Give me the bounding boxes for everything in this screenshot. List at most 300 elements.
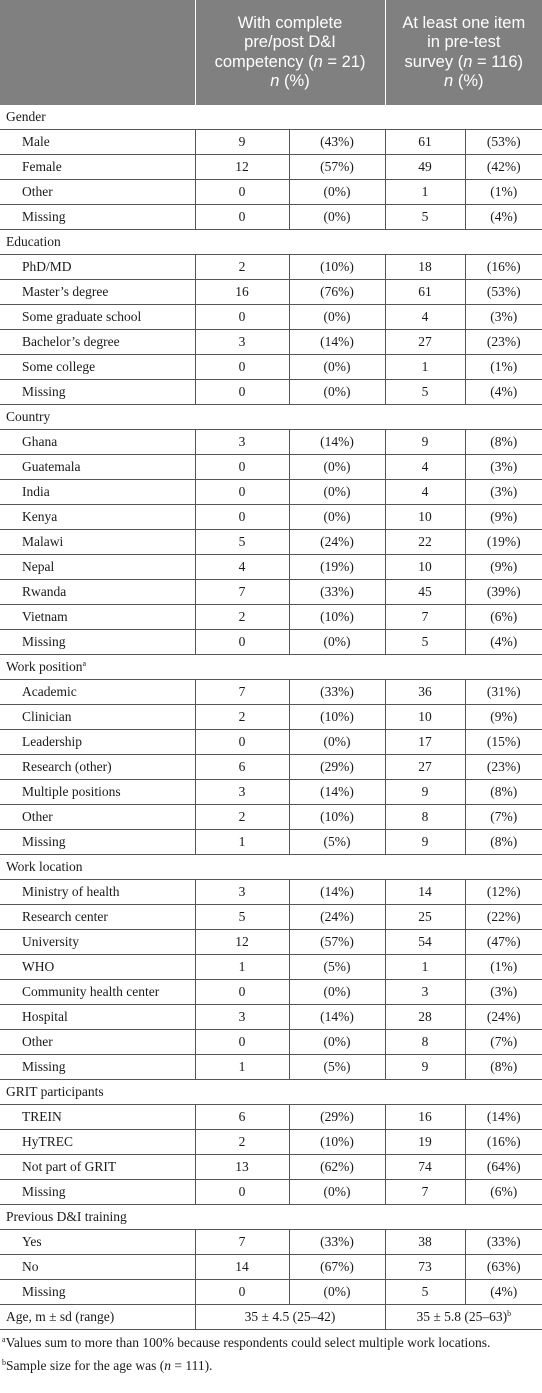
section-title-cell <box>0 1205 542 1230</box>
percent-pretest: (42%) <box>465 155 542 180</box>
count-pretest: 61 <box>385 130 465 155</box>
percent-pretest: (64%) <box>465 1155 542 1180</box>
percent-complete: (14%) <box>289 430 385 455</box>
table-row <box>0 955 542 980</box>
percent-pretest: (4%) <box>465 205 542 230</box>
count-complete: 7 <box>195 680 289 705</box>
row-label: Missing <box>0 1055 195 1080</box>
row-label: Missing <box>0 380 195 405</box>
section-title: Gender <box>6 109 46 124</box>
percent-complete: (14%) <box>289 780 385 805</box>
age-row <box>0 1305 542 1330</box>
section-title: Education <box>6 234 61 249</box>
table-row <box>0 380 542 405</box>
table-row <box>0 580 542 605</box>
header-col2-line3a: survey ( <box>404 52 464 71</box>
percent-complete: (33%) <box>289 680 385 705</box>
count-complete: 0 <box>195 505 289 530</box>
count-complete: 2 <box>195 255 289 280</box>
count-complete: 3 <box>195 780 289 805</box>
count-pretest: 5 <box>385 1280 465 1305</box>
section-header-row <box>0 105 542 130</box>
table-row <box>0 505 542 530</box>
percent-pretest: (33%) <box>465 1230 542 1255</box>
count-pretest: 9 <box>385 780 465 805</box>
table-row <box>0 680 542 705</box>
count-complete: 0 <box>195 305 289 330</box>
table-row <box>0 280 542 305</box>
row-label: Leadership <box>0 730 195 755</box>
header-row <box>0 0 542 105</box>
percent-complete: (0%) <box>289 1180 385 1205</box>
table-row <box>0 1255 542 1280</box>
count-complete: 0 <box>195 1280 289 1305</box>
section-title: Country <box>6 409 51 424</box>
count-pretest: 18 <box>385 255 465 280</box>
age-value-complete-text: 35 ± 4.5 (25–42) <box>244 1309 336 1324</box>
percent-complete: (10%) <box>289 255 385 280</box>
header-col1-line2: pre/post D&I <box>244 33 336 51</box>
table-row <box>0 905 542 930</box>
percent-pretest: (4%) <box>465 380 542 405</box>
table-row <box>0 1230 542 1255</box>
count-pretest: 3 <box>385 980 465 1005</box>
percent-complete: (0%) <box>289 480 385 505</box>
percent-pretest: (23%) <box>465 755 542 780</box>
percent-complete: (5%) <box>289 830 385 855</box>
count-pretest: 16 <box>385 1105 465 1130</box>
count-pretest: 10 <box>385 705 465 730</box>
percent-pretest: (23%) <box>465 330 542 355</box>
percent-complete: (10%) <box>289 605 385 630</box>
percent-pretest: (53%) <box>465 130 542 155</box>
count-pretest: 25 <box>385 905 465 930</box>
table-row <box>0 1055 542 1080</box>
section-header-row <box>0 230 542 255</box>
footnote-b-mark: b <box>2 1358 6 1367</box>
count-pretest: 9 <box>385 430 465 455</box>
footnote-b-text-n: n <box>164 1358 171 1373</box>
count-pretest: 49 <box>385 155 465 180</box>
header-blank-cell <box>0 0 195 105</box>
count-pretest: 5 <box>385 380 465 405</box>
percent-complete: (0%) <box>289 630 385 655</box>
table-row <box>0 355 542 380</box>
row-label: Hospital <box>0 1005 195 1030</box>
percent-pretest: (53%) <box>465 280 542 305</box>
count-pretest: 10 <box>385 555 465 580</box>
table-row <box>0 805 542 830</box>
count-pretest: 74 <box>385 1155 465 1180</box>
count-pretest: 27 <box>385 330 465 355</box>
row-label: Missing <box>0 1180 195 1205</box>
count-pretest: 19 <box>385 1130 465 1155</box>
table-row <box>0 755 542 780</box>
count-complete: 0 <box>195 1030 289 1055</box>
table-row <box>0 305 542 330</box>
age-value-pretest <box>385 1305 542 1330</box>
footnote-b-text-b: = 111). <box>170 1358 213 1373</box>
percent-pretest: (19%) <box>465 530 542 555</box>
age-value-complete <box>195 1305 385 1330</box>
row-label: Rwanda <box>0 580 195 605</box>
age-label: Age, m ± sd (range) <box>0 1305 195 1330</box>
row-label: No <box>0 1255 195 1280</box>
row-label: Other <box>0 1030 195 1055</box>
count-pretest: 61 <box>385 280 465 305</box>
header-col2-line3b: = 116) <box>472 52 523 71</box>
footnote-a <box>2 1334 540 1352</box>
section-title: Work position <box>6 659 83 674</box>
header-col2-line2: in pre-test <box>427 33 501 51</box>
section-header-row <box>0 655 542 680</box>
table-row <box>0 1130 542 1155</box>
count-complete: 0 <box>195 205 289 230</box>
section-title: GRIT participants <box>6 1084 104 1099</box>
percent-pretest: (63%) <box>465 1255 542 1280</box>
footnote-a-mark: a <box>2 1335 6 1344</box>
count-pretest: 27 <box>385 755 465 780</box>
count-pretest: 7 <box>385 605 465 630</box>
row-label: TREIN <box>0 1105 195 1130</box>
count-pretest: 7 <box>385 1180 465 1205</box>
count-pretest: 5 <box>385 205 465 230</box>
count-complete: 3 <box>195 1005 289 1030</box>
table-row <box>0 1105 542 1130</box>
percent-complete: (29%) <box>289 755 385 780</box>
percent-complete: (0%) <box>289 180 385 205</box>
percent-pretest: (7%) <box>465 805 542 830</box>
percent-complete: (57%) <box>289 930 385 955</box>
table-row <box>0 780 542 805</box>
table-row <box>0 530 542 555</box>
percent-pretest: (12%) <box>465 880 542 905</box>
count-pretest: 10 <box>385 505 465 530</box>
percent-pretest: (39%) <box>465 580 542 605</box>
row-label: India <box>0 480 195 505</box>
section-title-cell <box>0 105 542 130</box>
count-complete: 0 <box>195 380 289 405</box>
table-row <box>0 880 542 905</box>
percent-pretest: (1%) <box>465 180 542 205</box>
section-title-cell <box>0 230 542 255</box>
percent-pretest: (4%) <box>465 1280 542 1305</box>
count-complete: 5 <box>195 905 289 930</box>
table-row <box>0 205 542 230</box>
row-label: Ministry of health <box>0 880 195 905</box>
percent-pretest: (4%) <box>465 630 542 655</box>
count-complete: 1 <box>195 1055 289 1080</box>
count-complete: 1 <box>195 830 289 855</box>
count-complete: 3 <box>195 430 289 455</box>
count-pretest: 4 <box>385 480 465 505</box>
age-footnote-mark: b <box>507 1309 512 1318</box>
count-complete: 14 <box>195 1255 289 1280</box>
percent-complete: (0%) <box>289 380 385 405</box>
table-row <box>0 1180 542 1205</box>
percent-pretest: (1%) <box>465 355 542 380</box>
header-complete-competency <box>195 0 385 105</box>
footnote-b-text-a: Sample size for the age was ( <box>6 1358 165 1373</box>
header-col1-line4b: (%) <box>279 72 310 90</box>
count-pretest: 22 <box>385 530 465 555</box>
row-label: WHO <box>0 955 195 980</box>
count-pretest: 1 <box>385 180 465 205</box>
percent-pretest: (22%) <box>465 905 542 930</box>
count-complete: 3 <box>195 880 289 905</box>
percent-complete: (5%) <box>289 955 385 980</box>
percent-pretest: (7%) <box>465 1030 542 1055</box>
table-row <box>0 830 542 855</box>
row-label: Research center <box>0 905 195 930</box>
table-row <box>0 980 542 1005</box>
percent-complete: (14%) <box>289 1005 385 1030</box>
row-label: Vietnam <box>0 605 195 630</box>
header-col1-line3b: = 21) <box>322 52 366 71</box>
section-header-row <box>0 1080 542 1105</box>
table-row <box>0 255 542 280</box>
count-complete: 7 <box>195 1230 289 1255</box>
table-row <box>0 730 542 755</box>
table-header <box>0 0 542 105</box>
count-pretest: 8 <box>385 805 465 830</box>
percent-complete: (67%) <box>289 1255 385 1280</box>
count-complete: 3 <box>195 330 289 355</box>
percent-pretest: (8%) <box>465 830 542 855</box>
row-label: Research (other) <box>0 755 195 780</box>
header-col1-line3n: n <box>313 52 323 71</box>
percent-complete: (33%) <box>289 580 385 605</box>
count-pretest: 1 <box>385 955 465 980</box>
count-complete: 9 <box>195 130 289 155</box>
row-label: Not part of GRIT <box>0 1155 195 1180</box>
percent-pretest: (16%) <box>465 1130 542 1155</box>
section-title: Previous D&I training <box>6 1209 127 1224</box>
row-label: Bachelor’s degree <box>0 330 195 355</box>
section-header-row <box>0 1205 542 1230</box>
percent-complete: (5%) <box>289 1055 385 1080</box>
percent-pretest: (24%) <box>465 1005 542 1030</box>
percent-pretest: (15%) <box>465 730 542 755</box>
count-pretest: 38 <box>385 1230 465 1255</box>
count-complete: 6 <box>195 755 289 780</box>
percent-complete: (0%) <box>289 355 385 380</box>
row-label: Malawi <box>0 530 195 555</box>
percent-complete: (19%) <box>289 555 385 580</box>
count-complete: 7 <box>195 580 289 605</box>
count-pretest: 73 <box>385 1255 465 1280</box>
count-complete: 0 <box>195 455 289 480</box>
footnotes <box>0 1330 542 1375</box>
row-label: Kenya <box>0 505 195 530</box>
percent-pretest: (3%) <box>465 980 542 1005</box>
percent-complete: (24%) <box>289 530 385 555</box>
percent-pretest: (9%) <box>465 555 542 580</box>
percent-complete: (0%) <box>289 1030 385 1055</box>
count-complete: 2 <box>195 705 289 730</box>
percent-pretest: (6%) <box>465 605 542 630</box>
header-col2-line3n: n <box>463 52 473 71</box>
row-label: Nepal <box>0 555 195 580</box>
count-complete: 0 <box>195 980 289 1005</box>
percent-complete: (0%) <box>289 305 385 330</box>
percent-pretest: (9%) <box>465 705 542 730</box>
percent-pretest: (16%) <box>465 255 542 280</box>
percent-pretest: (3%) <box>465 455 542 480</box>
table-row <box>0 705 542 730</box>
count-complete: 2 <box>195 1130 289 1155</box>
table-row <box>0 330 542 355</box>
table-row <box>0 155 542 180</box>
percent-complete: (10%) <box>289 805 385 830</box>
row-label: PhD/MD <box>0 255 195 280</box>
count-complete: 2 <box>195 805 289 830</box>
header-col2-line4n: n <box>444 72 454 90</box>
percent-complete: (0%) <box>289 1280 385 1305</box>
age-value-pretest-text: 35 ± 5.8 (25–63) <box>416 1309 508 1324</box>
row-label: Missing <box>0 630 195 655</box>
row-label: Some graduate school <box>0 305 195 330</box>
footnote-a-text: Values sum to more than 100% because respondents could select multiple work locations. <box>5 1335 491 1350</box>
row-label: University <box>0 930 195 955</box>
percent-complete: (0%) <box>289 980 385 1005</box>
percent-pretest: (9%) <box>465 505 542 530</box>
row-label: Yes <box>0 1230 195 1255</box>
row-label: Missing <box>0 1280 195 1305</box>
table-row <box>0 480 542 505</box>
count-complete: 0 <box>195 355 289 380</box>
section-title-cell <box>0 855 542 880</box>
count-pretest: 9 <box>385 1055 465 1080</box>
section-header-row <box>0 405 542 430</box>
percent-pretest: (14%) <box>465 1105 542 1130</box>
count-pretest: 4 <box>385 455 465 480</box>
count-complete: 6 <box>195 1105 289 1130</box>
count-pretest: 45 <box>385 580 465 605</box>
table-row <box>0 605 542 630</box>
count-complete: 0 <box>195 630 289 655</box>
section-header-row <box>0 855 542 880</box>
percent-pretest: (8%) <box>465 1055 542 1080</box>
percent-complete: (29%) <box>289 1105 385 1130</box>
footnote-b <box>2 1357 540 1375</box>
header-col1-line4n: n <box>270 72 280 90</box>
table-row <box>0 1155 542 1180</box>
section-title: Work location <box>6 859 83 874</box>
section-title-cell <box>0 1080 542 1105</box>
table-body <box>0 105 542 1330</box>
row-label: Academic <box>0 680 195 705</box>
table-row <box>0 455 542 480</box>
count-complete: 16 <box>195 280 289 305</box>
count-pretest: 4 <box>385 305 465 330</box>
count-pretest: 14 <box>385 880 465 905</box>
table-row <box>0 930 542 955</box>
count-pretest: 28 <box>385 1005 465 1030</box>
header-col2-line1: At least one item <box>402 13 526 32</box>
percent-pretest: (6%) <box>465 1180 542 1205</box>
section-footnote-mark: a <box>82 659 87 668</box>
count-pretest: 54 <box>385 930 465 955</box>
count-complete: 5 <box>195 530 289 555</box>
row-label: Multiple positions <box>0 780 195 805</box>
percent-pretest: (3%) <box>465 305 542 330</box>
percent-pretest: (8%) <box>465 780 542 805</box>
row-label: Male <box>0 130 195 155</box>
percent-pretest: (8%) <box>465 430 542 455</box>
table-row <box>0 630 542 655</box>
count-pretest: 17 <box>385 730 465 755</box>
row-label: Other <box>0 805 195 830</box>
percent-complete: (14%) <box>289 330 385 355</box>
row-label: Guatemala <box>0 455 195 480</box>
percent-complete: (24%) <box>289 905 385 930</box>
percent-complete: (10%) <box>289 1130 385 1155</box>
count-complete: 0 <box>195 1180 289 1205</box>
row-label: Ghana <box>0 430 195 455</box>
count-pretest: 1 <box>385 355 465 380</box>
row-label: HyTREC <box>0 1130 195 1155</box>
percent-pretest: (47%) <box>465 930 542 955</box>
table-row <box>0 1030 542 1055</box>
count-complete: 4 <box>195 555 289 580</box>
row-label: Missing <box>0 205 195 230</box>
count-complete: 0 <box>195 180 289 205</box>
count-complete: 0 <box>195 480 289 505</box>
table-row <box>0 130 542 155</box>
count-complete: 2 <box>195 605 289 630</box>
row-label: Master’s degree <box>0 280 195 305</box>
section-title-cell <box>0 405 542 430</box>
table-row <box>0 180 542 205</box>
table-row <box>0 1280 542 1305</box>
row-label: Missing <box>0 830 195 855</box>
table-row <box>0 555 542 580</box>
percent-complete: (57%) <box>289 155 385 180</box>
percent-complete: (62%) <box>289 1155 385 1180</box>
header-col2-line4b: (%) <box>453 72 484 90</box>
count-complete: 12 <box>195 930 289 955</box>
table-row <box>0 430 542 455</box>
percent-complete: (0%) <box>289 505 385 530</box>
table-row <box>0 1005 542 1030</box>
percent-complete: (14%) <box>289 880 385 905</box>
row-label: Clinician <box>0 705 195 730</box>
percent-complete: (0%) <box>289 205 385 230</box>
section-title-cell <box>0 655 542 680</box>
count-complete: 1 <box>195 955 289 980</box>
row-label: Some college <box>0 355 195 380</box>
percent-complete: (33%) <box>289 1230 385 1255</box>
percent-pretest: (1%) <box>465 955 542 980</box>
count-pretest: 5 <box>385 630 465 655</box>
header-col1-line1: With complete <box>237 13 343 32</box>
percent-complete: (0%) <box>289 455 385 480</box>
count-pretest: 36 <box>385 680 465 705</box>
percent-pretest: (3%) <box>465 480 542 505</box>
row-label: Community health center <box>0 980 195 1005</box>
count-pretest: 8 <box>385 1030 465 1055</box>
percent-pretest: (31%) <box>465 680 542 705</box>
row-label: Other <box>0 180 195 205</box>
percent-complete: (0%) <box>289 730 385 755</box>
percent-complete: (43%) <box>289 130 385 155</box>
count-pretest: 9 <box>385 830 465 855</box>
header-pretest-survey <box>385 0 542 105</box>
percent-complete: (76%) <box>289 280 385 305</box>
count-complete: 12 <box>195 155 289 180</box>
count-complete: 13 <box>195 1155 289 1180</box>
